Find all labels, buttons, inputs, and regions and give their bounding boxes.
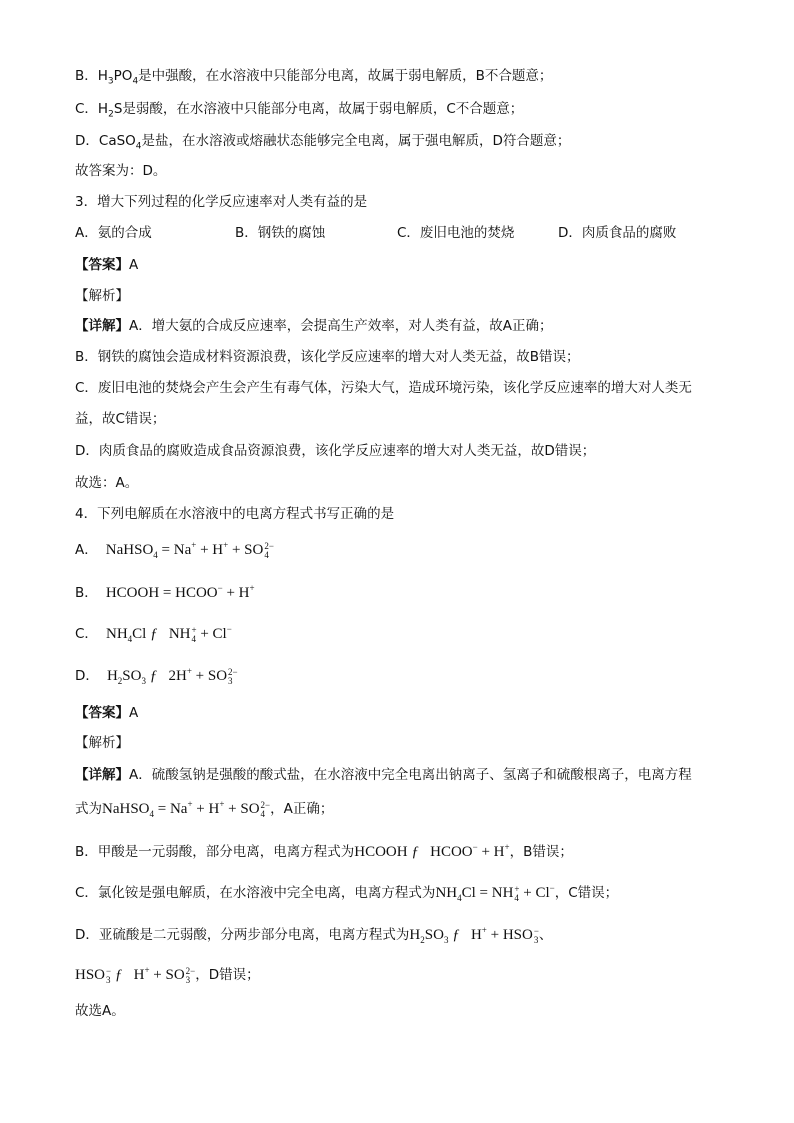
q3-analysis-label: 【解析】 [75,288,129,304]
q3-option-a: A．氨的合成 [75,225,152,241]
prev-answer-b: B．$H_3PO_4$是中强酸，在水溶液中只能部分电离，故属于弱电解质，B不合题意； [75,68,553,87]
q4-conclusion: 故选A。 [75,1003,125,1019]
q4-option-d: D． $H_2SO_3$ ƒ 2H+ + SO 2− 3 [75,666,238,686]
q3-detail-line-3: C．废旧电池的焚烧会产生会产生有毒气体，污染大气，造成环境污染，该化学反应速率的增大对人类无 [75,380,692,396]
q3-detail-line-1: 【详解】A．增大氨的合成反应速率，会提高生产效率，对人类有益，故A正确； [75,318,553,334]
q3-stem: 3．增大下列过程的化学反应速率对人类有益的是 [75,194,368,210]
q3-conclusion: 故选：A。 [75,475,139,491]
q4-option-a: A． NaHSO$_4$ = Na+ + H+ + SO 2− 4 [75,540,274,560]
q4-answer: 【答案】A [75,705,139,721]
prev-answer-c: C．$H_2S$是弱酸，在水溶液中只能部分电离，故属于弱电解质，C不合题意； [75,101,524,120]
q4-analysis-label: 【解析】 [75,735,129,751]
q4-detail-line-d: D．亚硫酸是二元弱酸，分两步部分电离，电离方程式为$H_2SO_3$ ƒ H+ + HSO − 3 、 [75,925,553,945]
q3-option-c: C．废旧电池的焚烧 [397,225,515,241]
q4-detail-line-c: C．氯化铵是强电解质，在水溶液中完全电离，电离方程式为$NH_4Cl$ = NH + 4 + Cl−，C错误； [75,883,619,903]
q3-detail-line-4: 益，故C错误； [75,411,166,427]
prev-answer-d: D．CaSO$_4$是盐，在水溶液或熔融状态能够完全电离，属于强电解质，D符合题意； [75,133,571,152]
q4-detail-line-a1: 【详解】A．硫酸氢钠是强酸的酸式盐，在水溶液中完全电离出钠离子、氢离子和硫酸根离子，电离方程 [75,767,692,783]
q4-detail-line-d2: HSO − 3 ƒ H+ + SO 2− 3 ，D错误； [75,965,260,985]
q3-answer: 【答案】A [75,257,139,273]
q4-option-c: C． $NH_4Cl$ ƒ NH + 4 + Cl− [75,624,232,644]
q4-stem: 4．下列电解质在水溶液中的电离方程式书写正确的是 [75,506,395,522]
q4-option-b: B． HCOOH = HCOO− + H+ [75,583,255,601]
q3-detail-line-2: B．钢铁的腐蚀会造成材料资源浪费，该化学反应速率的增大对人类无益，故B错误； [75,349,580,365]
q4-detail-line-b: B．甲酸是一元弱酸，部分电离，电离方程式为HCOOH ƒ HCOO− + H+，B错误； [75,842,573,860]
q3-detail-line-5: D．肉质食品的腐败造成食品资源浪费，该化学反应速率的增大对人类无益，故D错误； [75,443,596,459]
prev-answer-conclusion: 故答案为：D。 [75,163,167,179]
q3-option-b: B．钢铁的腐蚀 [235,225,326,241]
q4-detail-line-a2: 式为NaHSO$_4$ = Na+ + H+ + SO 2− 4 ，A正确； [75,799,334,819]
q3-option-d: D．肉质食品的腐败 [558,225,677,241]
